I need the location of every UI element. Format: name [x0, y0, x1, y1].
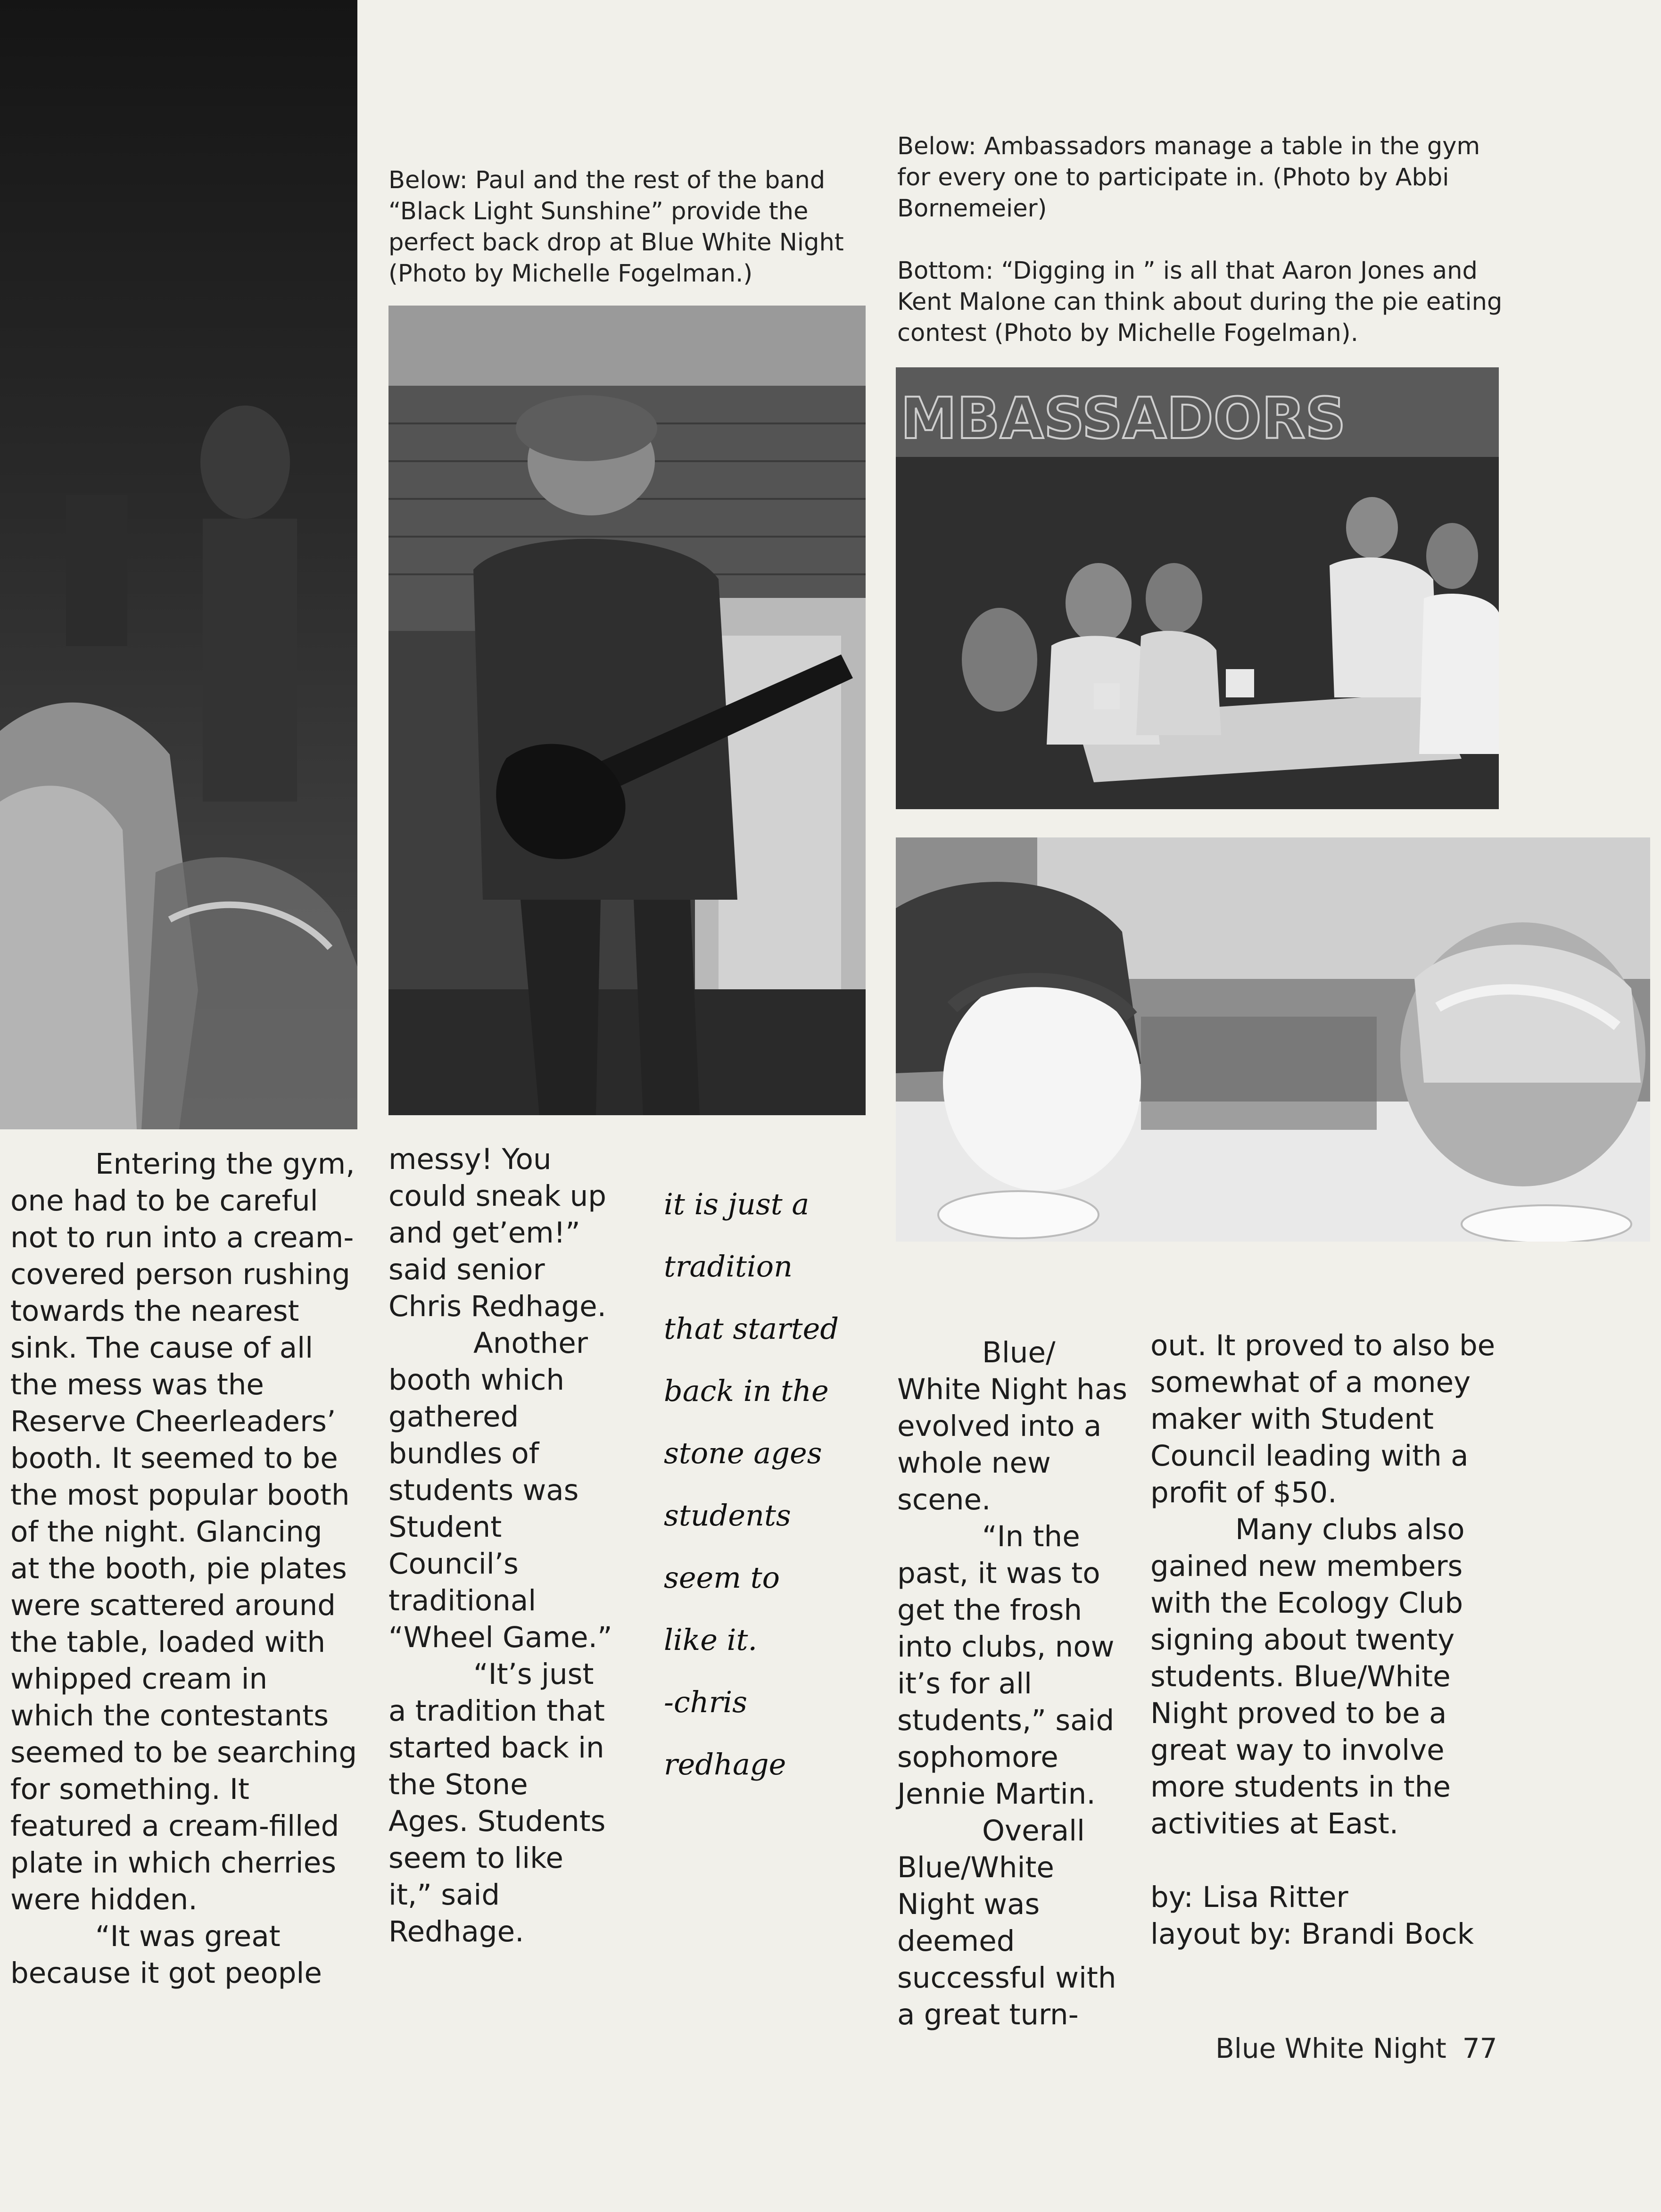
pull-quote-line: back in the [664, 1374, 829, 1408]
pull-quote-line: seem to [664, 1560, 780, 1595]
photo-pie-eating [896, 837, 1650, 1242]
caption-band-text: Below: Paul and the rest of the band “Black Light Sunshine” provide the perfect back drop at Blue White Night (Photo by Michelle Fogelman.) [388, 166, 844, 288]
photo-band-image [388, 306, 866, 1115]
caption-pie-text: Bottom: “Digging in ” is all that Aaron Jones and Kent Malone can think about during the pie eating contest (Photo by Michelle Fogelman). [897, 257, 1503, 347]
article-paragraph: messy! You could sneak up and get’em!” said senior Chris Redhage. [388, 1143, 607, 1323]
caption-ambassadors-text: Below: Ambassadors manage a table in the gym for every one to participate in. (Photo by Abbi Bornemeier) [897, 133, 1480, 223]
byline-author: by: Lisa Ritter [1150, 1881, 1348, 1914]
pull-quote-line: that started [664, 1311, 839, 1346]
byline-layout: layout by: Brandi Bock [1150, 1917, 1474, 1951]
page-footer [1215, 2032, 1497, 2064]
article-paragraph: “It’s just a tradition that started back in the Stone Ages. Students seem to like it,” said Redhage. [388, 1657, 606, 1948]
caption-right-group [897, 131, 1510, 349]
article-column-4 [897, 1334, 1133, 2033]
page-number: 77 [1462, 2032, 1497, 2064]
article-paragraph: “It was great because it got people [10, 1920, 322, 1990]
article-column-5 [1150, 1327, 1518, 1953]
photo-pie-eating-image [896, 837, 1650, 1242]
photo-cheerleaders [0, 0, 357, 1129]
article-paragraph: “In the past, it was to get the frosh into clubs, now it’s for all students,” said sophomore Jennie Martin. [897, 1520, 1115, 1811]
article-paragraph: Entering the gym, one had to be careful not to run into a cream-covered person rushing towards the nearest sink. The cause of all the mess was the Reserve Cheerleaders’ booth. It seemed to be the most popular booth of the night. Glancing at the booth, pie plates were scattered around the table, loaded with whipped cream in which the contestants seemed to be searching for something. It featured a cream-filled plate in which cherries were hidden. [10, 1147, 357, 1916]
pull-quote-line: it is just a [664, 1187, 810, 1221]
pull-quote-line: redhage [664, 1747, 786, 1781]
photo-cheerleaders-image [0, 0, 357, 1129]
ambassadors-banner-text: MBASSADORS [901, 386, 1346, 452]
photo-ambassadors [896, 367, 1499, 809]
article-paragraph: Overall Blue/White Night was deemed successful with a great turn- [897, 1814, 1116, 2031]
caption-band-photo [388, 165, 865, 290]
photo-ambassadors-image [896, 367, 1499, 809]
pull-quote [664, 1173, 885, 1796]
article-paragraph: out. It proved to also be somewhat of a money maker with Student Council leading with a profit of $50. [1150, 1329, 1496, 1509]
pull-quote-line: stone ages [664, 1436, 822, 1470]
pull-quote-line: students [664, 1498, 791, 1533]
article-paragraph: Blue/ White Night has evolved into a whole new scene. [897, 1336, 1127, 1516]
pull-quote-line: tradition [664, 1249, 793, 1284]
photo-band [388, 306, 866, 1115]
article-column-1 [10, 1146, 359, 1992]
article-paragraph: Many clubs also gained new members with the Ecology Club signing about twenty students. Blue/White Night proved to be a great way to involve more students in the activities at East. [1150, 1513, 1465, 1840]
pull-quote-line: -chris [664, 1685, 747, 1719]
article-paragraph: Another booth which gathered bundles of students was Student Council’s traditional “Wheel Game.” [388, 1326, 612, 1654]
footer-section-title: Blue White Night [1215, 2032, 1446, 2064]
article-column-2 [388, 1141, 615, 1950]
pull-quote-line: like it. [664, 1623, 758, 1657]
